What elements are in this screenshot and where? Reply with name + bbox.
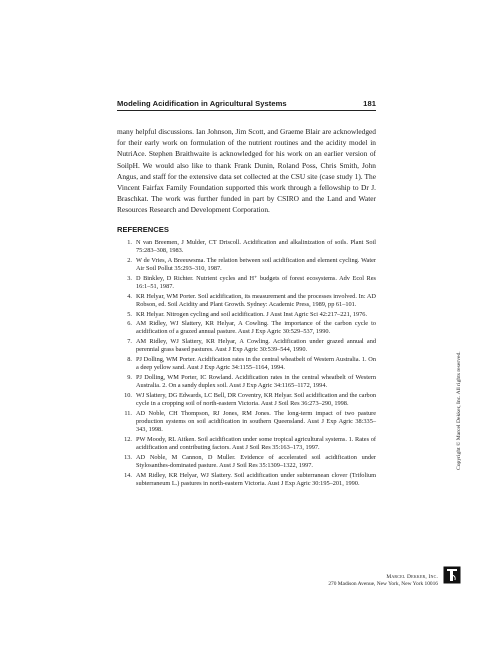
reference-number: 2. — [127, 256, 132, 264]
reference-number: 1. — [127, 239, 132, 246]
running-head — [117, 99, 376, 111]
reference-text: AM Ridley, KR Helyar, WJ Slattery. Soil acidification under subterranean clover (Trifolium subterraneum L.) pastures in north-eastern Victoria. Aust J Exp Agric 30:195–201, 1990. — [136, 471, 376, 487]
reference-item — [117, 275, 376, 292]
references-list — [117, 239, 376, 489]
reference-text: AD Noble, CH Thompson, RJ Jones, RM Jones. The long-term impact of two pasture production systems on soil acidification in southern Queensland. Aust J Exp Agric 38:335–343, 1998. — [136, 409, 376, 434]
reference-text: PW Moody, RL Aitken. Soil acidification under some tropical agricultural systems. 1. Rates of acidification and contributing factors. Aust J Soil Res 35:163–173, 1997. — [136, 435, 376, 452]
reference-number: 14. — [124, 471, 132, 479]
running-title: Modeling Acidification in Agricultural Systems — [117, 99, 287, 108]
publisher-address: 270 Madison Avenue, New York, New York 10016 — [328, 581, 438, 587]
reference-item — [117, 257, 376, 274]
acknowledgement-paragraph: many helpful discussions. Ian Johnson, Jim Scott, and Graeme Blair are acknowledged for their early work on formulation of the nutrient routines and the acidity model in NutriAce. Stephen Braithwaite is acknowledged for his work on an earlier version of SoilpH. We would also like to thank Frank Dunin, Roland Poss, Chris Smith, John Angus, and staff for the extensive data set collected at the CSU site (case study 1). The Vincent Fairfax Family Foundation supported this work through a fellowship to Dr J. Braschkat. The work was further funded in part by CSIRO and the Land and Water Resources Research and Development Corporation. — [117, 127, 376, 215]
publisher-logo-icon — [443, 566, 461, 584]
reference-text: N van Breemen, J Mulder, CT Driscoll. Acidification and alkalinization of soils. Plant Soil 75:283–308, 1983. — [136, 239, 376, 255]
reference-number: 4. — [127, 292, 132, 300]
reference-number: 3. — [127, 274, 132, 282]
reference-number: 6. — [127, 320, 132, 328]
reference-number: 8. — [127, 355, 132, 363]
reference-number: 9. — [127, 373, 132, 381]
reference-text: D Binkley, D Richter. Nutrient cycles and H⁺ budgets of forest ecosystems. Adv Ecol Res 16:1–51, 1987. — [136, 274, 376, 291]
reference-text: PJ Dolling, WM Porter, IC Rowland. Acidification rates in the central wheatbelt of Western Australia. 2. On a sandy duplex soil. Aust J Exp Agric 34:1165–1172, 1994. — [136, 373, 376, 390]
reference-number: 11. — [124, 409, 132, 417]
reference-item — [117, 436, 376, 453]
reference-text: PJ Dolling, WM Porter. Acidification rates in the central wheatbelt of Western Australia. 1. On a deep yellow sand. Aust J Exp Agric 34:1155–1164, 1994. — [136, 355, 376, 372]
reference-item — [117, 356, 376, 373]
reference-item — [117, 392, 376, 409]
reference-number: 12. — [124, 435, 132, 443]
publisher-name: Marcel Dekker, Inc. — [386, 574, 438, 580]
reference-item — [117, 293, 376, 310]
reference-item — [117, 239, 376, 256]
reference-text: AM Ridley, WJ Slattery, KR Helyar, A Cowling. The importance of the carbon cycle to acidification of a grazed annual pasture. Aust J Exp Agric 30:529–537, 1990. — [136, 320, 376, 336]
reference-item — [117, 454, 376, 471]
reference-item — [117, 472, 376, 489]
reference-number: 7. — [127, 338, 132, 346]
reference-item — [117, 311, 376, 319]
reference-number: 13. — [124, 453, 132, 461]
reference-text: WJ Slattery, DG Edwards, LC Bell, DR Coventry, KR Helyar. Soil acidification and the carbon cycle in a cropping soil of north-eastern Victoria. Aust J Soil Res 36:273–290, 1998. — [136, 391, 376, 408]
reference-number: 5. — [127, 310, 132, 318]
reference-item — [117, 338, 376, 355]
publisher-imprint — [328, 574, 438, 588]
reference-item — [117, 410, 376, 435]
reference-text: KR Helyar. Nitrogen cycling and soil acidification. J Aust Inst Agric Sci 42:217–221, 1976. — [136, 310, 368, 318]
reference-text: KR Helyar, WM Porter. Soil acidification, its measurement and the processes involved. In: AD Robson, ed. Soil Acidity and Plant Growth. Sydney: Academic Press, 1989, pp 61–101. — [136, 292, 376, 308]
reference-text: AM Ridley, WJ Slattery, KR Helyar, A Cowling. Acidification under grazed annual and perennial grass based pastures. Aust J Exp Agric 30:539–544, 1990. — [136, 338, 376, 354]
reference-text: W de Vries, A Breeuwsma. The relation between soil acidification and element cycling. Water Air Soil Pollut 35:293–310, 1987. — [136, 256, 376, 273]
reference-text: AD Noble, M Cannon, D Muller. Evidence of accelerated soil acidification under Stylosanthes-dominated pasture. Aust J Soil Res 35:1309–1322, 1997. — [136, 453, 376, 469]
reference-item — [117, 374, 376, 391]
page-number: 181 — [363, 99, 376, 108]
reference-number: 10. — [124, 391, 132, 399]
copyright-notice: Copyright © Marcel Dekker, Inc. All rights reserved. — [456, 351, 462, 470]
references-heading: REFERENCES — [117, 225, 169, 234]
reference-item — [117, 320, 376, 337]
